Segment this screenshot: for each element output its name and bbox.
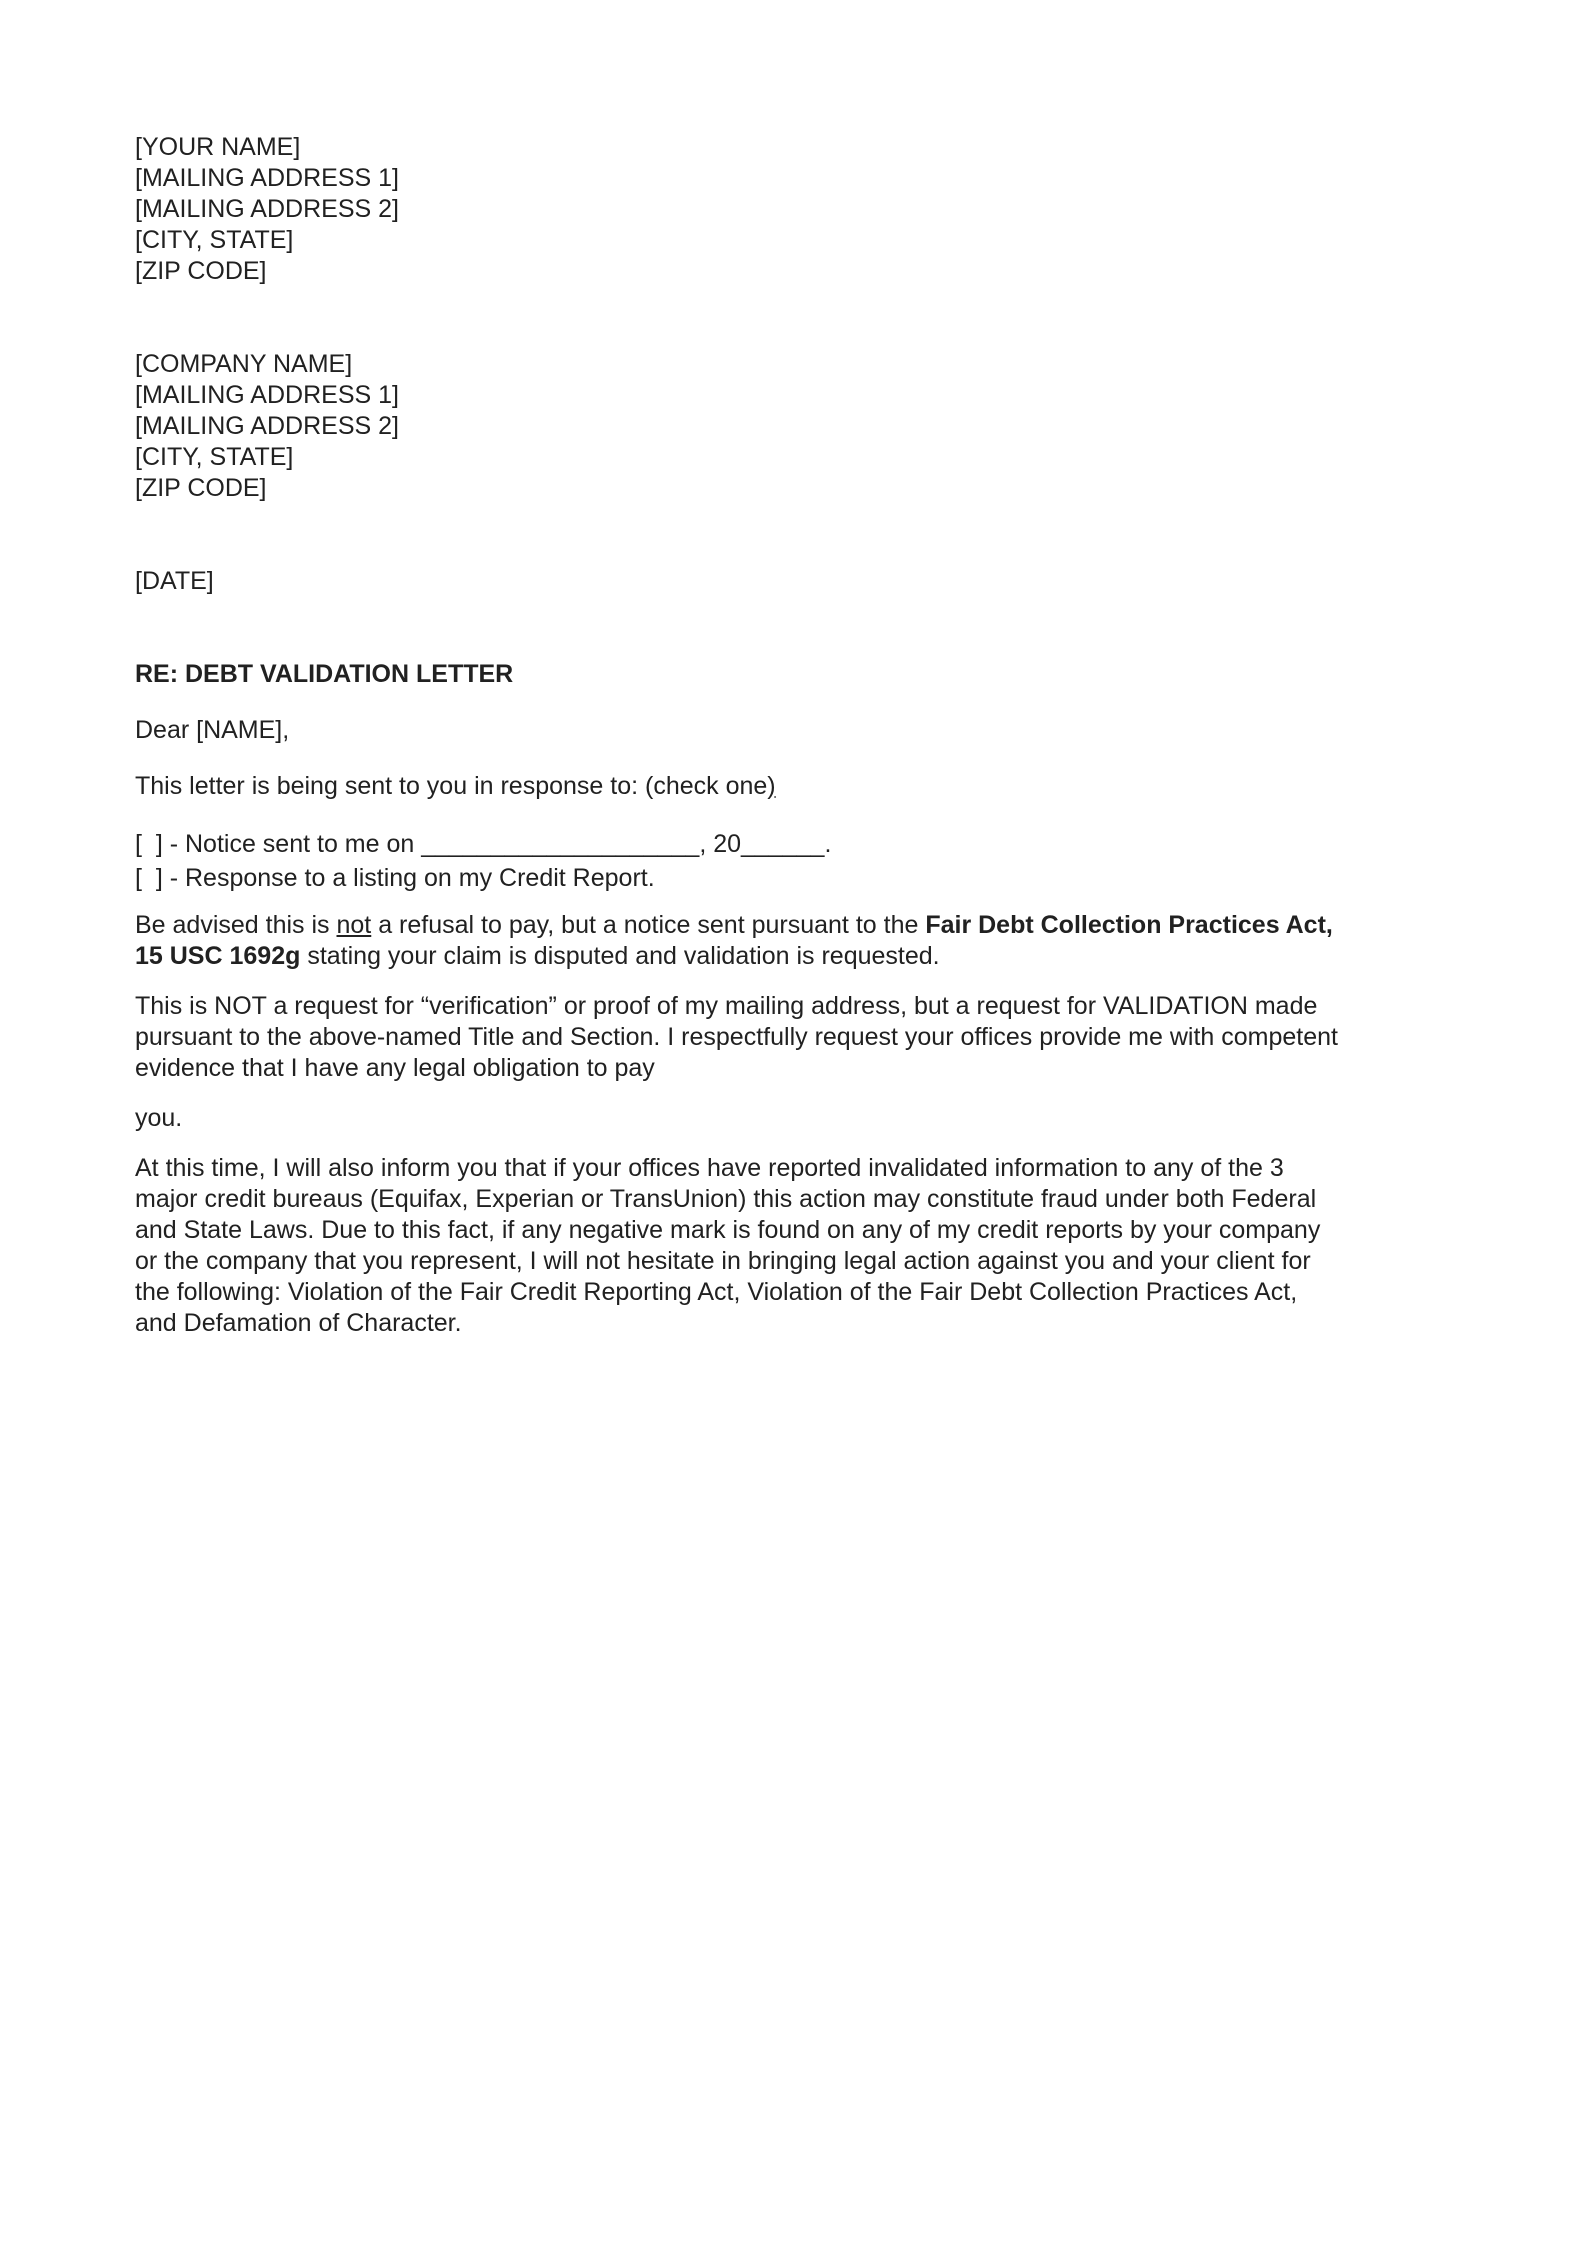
paragraph-notice <box>135 910 1340 972</box>
recipient-address-block <box>135 349 1448 504</box>
option1-middle: , 20 <box>699 830 742 858</box>
option1-date-blank: ____________________ <box>421 830 700 858</box>
subject-line: RE: DEBT VALIDATION LETTER <box>135 660 514 688</box>
checkbox-option-credit-report: [ ] - Response to a listing on my Credit Report. <box>135 864 655 892</box>
checkbox-options <box>135 827 1448 895</box>
notice-bold-act-name: Fair Debt Collection Practices Act, 15 USC 1692g <box>135 911 1333 970</box>
date-placeholder: [DATE] <box>135 567 214 595</box>
sender-address-block <box>135 132 1448 287</box>
option1-period: . <box>824 830 832 858</box>
sender-name: [YOUR NAME] <box>135 133 301 161</box>
checkbox-option-notice <box>135 827 1448 861</box>
sender-zip-code: [ZIP CODE] <box>135 257 267 285</box>
intro-line <box>135 771 1448 802</box>
recipient-mailing-address-1: [MAILING ADDRESS 1] <box>135 381 399 409</box>
notice-part2: a refusal to pay, but a notice sent pursuant to the <box>371 911 926 939</box>
option1-prefix: [ ] - Notice sent to me on <box>135 830 422 858</box>
paragraph-you: you. <box>135 1104 183 1132</box>
recipient-city-state: [CITY, STATE] <box>135 443 294 471</box>
notice-underlined-not: not <box>336 911 372 939</box>
paragraph-warning: At this time, I will also inform you that if your offices have reported invalidated information to any of the 3 major credit bureaus (Equifax, Experian or TransUnion) this action may constitute fraud under both Federal and State Laws. Due to this fact, if any negative mark is found on any of my credit reports by your company or the company that you represent, I will not hesitate in bringing legal action against you and your client for the following: Violation of the Fair Credit Reporting Act, Violation of the Fair Debt Collection Practices Act, and Defamation of Character. <box>135 1154 1321 1337</box>
notice-part3: stating your claim is disputed and validation is requested. <box>300 942 940 970</box>
recipient-zip-code: [ZIP CODE] <box>135 474 267 502</box>
sender-mailing-address-1: [MAILING ADDRESS 1] <box>135 164 399 192</box>
recipient-company-name: [COMPANY NAME] <box>135 350 353 378</box>
paragraph-validation: This is NOT a request for “verification” or proof of my mailing address, but a request for VALIDATION made pursuant to the above-named Title and Section. I respectfully request your offices provide me with competent evidence that I have any legal obligation to pay <box>135 992 1338 1082</box>
notice-part1: Be advised this is <box>135 911 337 939</box>
intro-underlined-paren: ) <box>767 772 776 800</box>
option1-year-blank: ______ <box>741 830 825 858</box>
sender-city-state: [CITY, STATE] <box>135 226 294 254</box>
salutation: Dear [NAME], <box>135 716 290 744</box>
recipient-mailing-address-2: [MAILING ADDRESS 2] <box>135 412 399 440</box>
sender-mailing-address-2: [MAILING ADDRESS 2] <box>135 195 399 223</box>
intro-text: This letter is being sent to you in response to: (check one <box>135 772 768 800</box>
